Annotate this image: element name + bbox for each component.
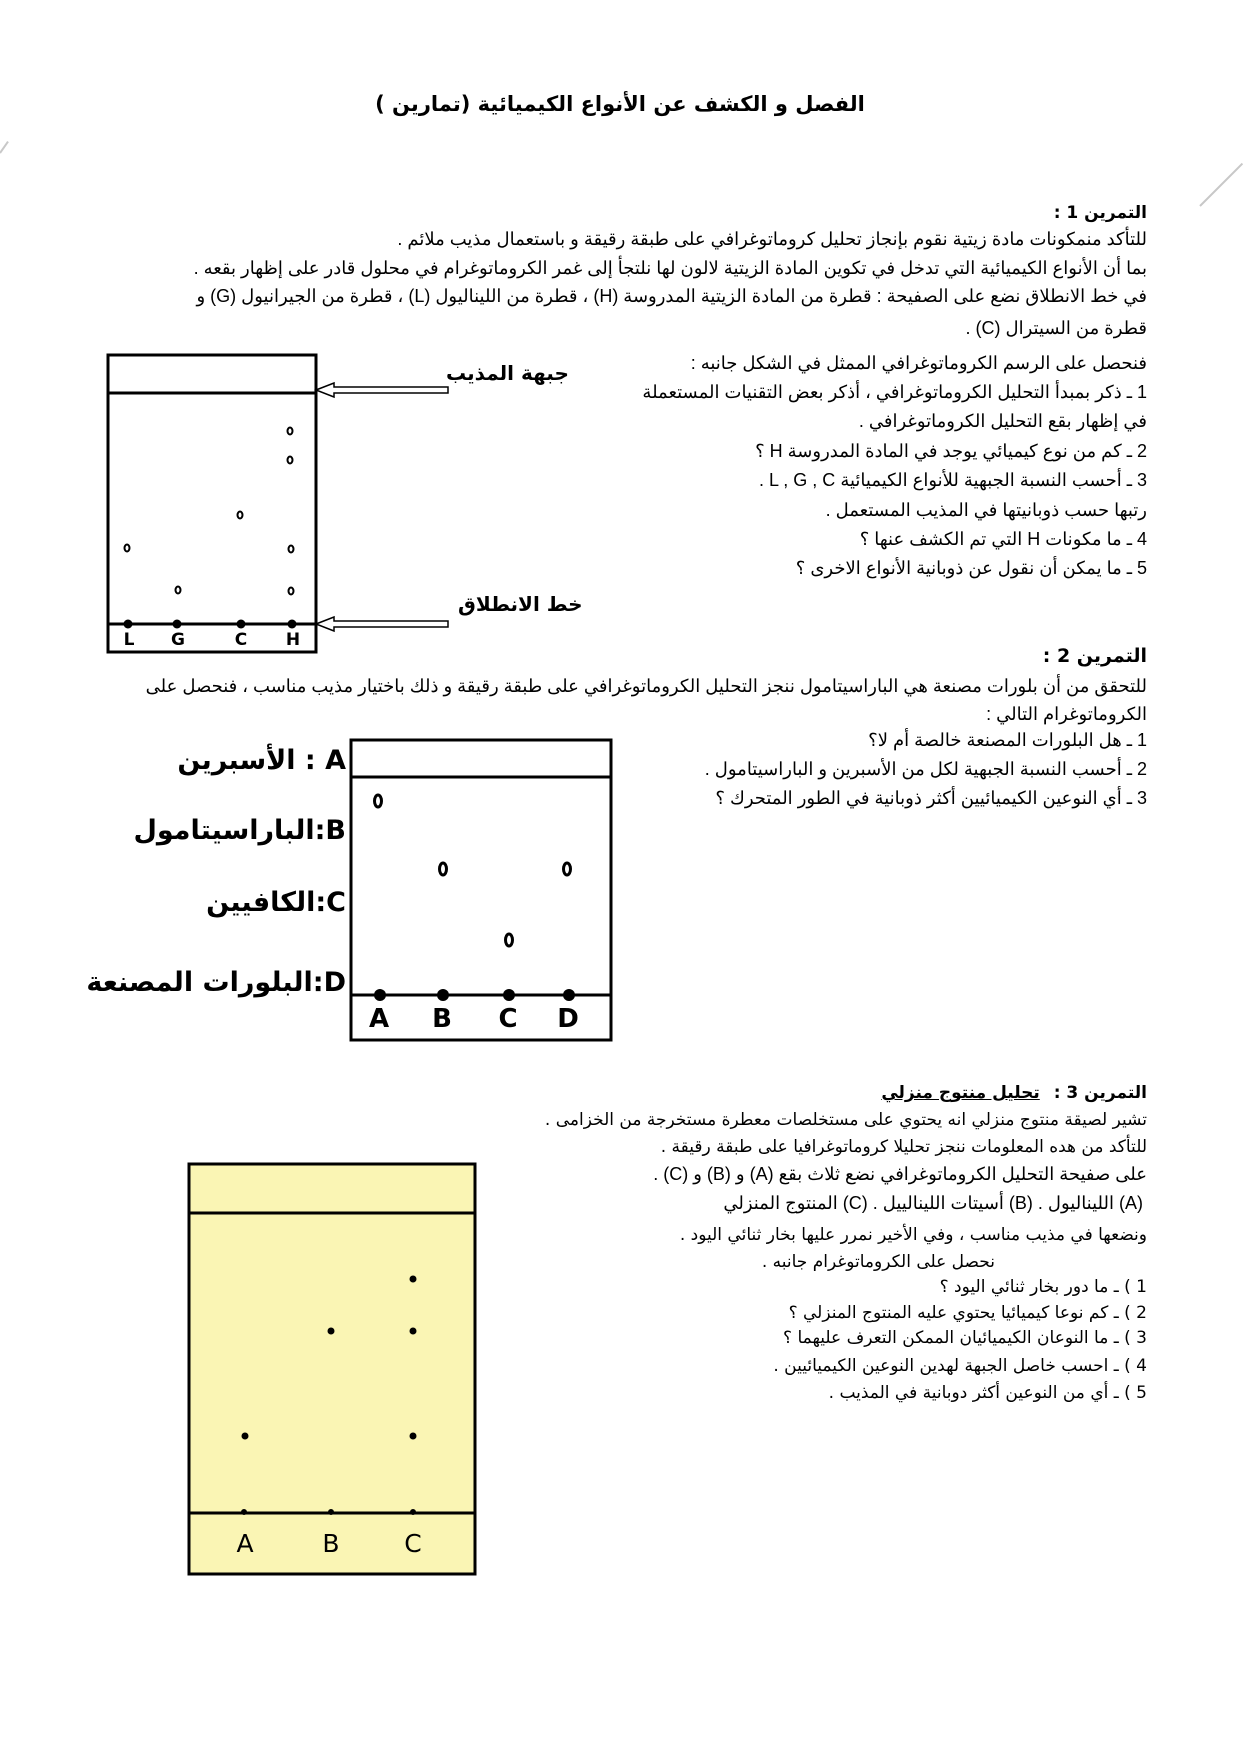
spot-G bbox=[176, 587, 181, 594]
lane-label: D bbox=[557, 1004, 579, 1034]
ex1-line: قطرة من السيترال (C) . bbox=[965, 318, 1147, 338]
ex1-question: في إظهار بقع التحليل الكروماتوغرافي . bbox=[858, 411, 1147, 431]
start-dot bbox=[241, 1509, 247, 1515]
spot-C bbox=[506, 934, 513, 946]
lane-label: H bbox=[285, 630, 301, 650]
ex1-line: للتأكد منمكونات مادة زيتية نقوم بإنجاز تحليل كروماتوغرافي على طبقة رقيقة و باستعمال مذيب ملائم . bbox=[397, 229, 1147, 249]
spot-C bbox=[410, 1328, 417, 1335]
lane-label: C bbox=[404, 1529, 422, 1558]
solvent-front-arrow bbox=[316, 383, 448, 397]
legend-item: D:البلورات المصنعة bbox=[86, 967, 346, 998]
ex2-question: 2 ـ أحسب النسبة الجبهية لكل من الأسبرين و الباراسيتامول . bbox=[704, 759, 1147, 779]
ex1-line: فنحصل على الرسم الكروماتوغرافي الممثل في الشكل جانبه : bbox=[690, 353, 1147, 373]
ex1-question: 5 ـ ما يمكن أن نقول عن ذوبانية الأنواع الاخرى ؟ bbox=[795, 558, 1147, 578]
ex3-question: 1 ) ـ ما دور بخار ثنائي اليود ؟ bbox=[939, 1277, 1147, 1297]
ex1-question: 2 ـ كم من نوع كيميائي يوجد في المادة المدروسة H ؟ bbox=[755, 441, 1147, 461]
lane-label: B bbox=[322, 1529, 340, 1558]
start-dot bbox=[563, 989, 575, 1001]
start-dot bbox=[410, 1509, 416, 1515]
start-dot bbox=[503, 989, 515, 1001]
ex2-heading: التمرين 2 : bbox=[1042, 645, 1147, 667]
legend-item: B:الباراسيتامول bbox=[133, 815, 346, 846]
ex2-chromatogram bbox=[345, 735, 620, 1050]
spot-H bbox=[289, 546, 294, 553]
start-dot bbox=[124, 620, 133, 629]
start-dot bbox=[374, 989, 386, 1001]
lane-label: L bbox=[123, 630, 135, 650]
ex3-line: للتأكد من هده المعلومات ننجز تحليلا كروماتوغرافيا على طبقة رقيقة . bbox=[660, 1137, 1147, 1157]
ex1-heading: التمرين 1 : bbox=[1053, 203, 1147, 223]
spot-C bbox=[410, 1276, 417, 1283]
spot-H bbox=[289, 588, 294, 595]
ex1-line: في خط الانطلاق نضع على الصفيحة : قطرة من المادة الزيتية المدروسة (H) ، قطرة من الليناليول (L) ، قطرة من الجيرانيول (G) و bbox=[196, 286, 1147, 306]
spot-A bbox=[242, 1433, 249, 1440]
spot-L bbox=[125, 545, 130, 552]
ex3-line: ونضعها في مذيب مناسب ، وفي الأخير نمرر عليها بخار ثنائي اليود . bbox=[679, 1225, 1147, 1245]
ex3-chromatogram bbox=[185, 1160, 480, 1580]
spot-A bbox=[375, 795, 382, 807]
spot-H bbox=[288, 457, 293, 464]
ex3-question: 2 ) ـ كم نوعا كيميائيا يحتوي عليه المنتوج المنزلي ؟ bbox=[788, 1303, 1147, 1323]
ex2-question: 1 ـ هل البلورات المصنعة خالصة أم لا؟ bbox=[868, 730, 1147, 750]
start-dot bbox=[237, 620, 246, 629]
spot-D bbox=[564, 863, 571, 875]
ex1-question: 4 ـ ما مكونات H التي تم الكشف عنها ؟ bbox=[859, 529, 1147, 549]
lane-label: G bbox=[171, 630, 185, 650]
ex1-question: رتبها حسب ذوبانيتها في المذيب المستعمل . bbox=[825, 500, 1147, 520]
ex1-chromatogram bbox=[100, 350, 583, 660]
spot-C bbox=[410, 1433, 417, 1440]
ex1-line: بما أن الأنواع الكيميائية التي تدخل في تكوين المادة الزيتية لالون لها نلتجأ إلى غمر الكروماتوغرام في محلول قادر على إظهار بقعه . bbox=[193, 258, 1147, 278]
start-dot bbox=[288, 620, 297, 629]
lane-label: A bbox=[236, 1529, 254, 1558]
ex3-question: 5 ) ـ أي من النوعين أكثر دوبانية في المذيب . bbox=[828, 1383, 1147, 1403]
page-fold-mark bbox=[0, 141, 9, 154]
ex1-question: 1 ـ ذكر بمبدأ التحليل الكروماتوغرافي ، أذكر بعض التقنيات المستعملة bbox=[642, 382, 1147, 402]
start-line-label: خط الانطلاق bbox=[458, 592, 583, 616]
ex3-question: 4 ) ـ احسب خاصل الجبهة لهدين النوعين الكيميائيين . bbox=[773, 1356, 1147, 1376]
lane-label: C bbox=[234, 630, 248, 650]
ex1-question: 3 ـ أحسب النسبة الجبهية للأنواع الكيميائية L , G , C . bbox=[758, 470, 1147, 490]
page-title: الفصل و الكشف عن الأنواع الكيميائية (تمارين ) bbox=[375, 92, 865, 116]
ex3-heading-title: تحليل منتوج منزلي bbox=[881, 1083, 1040, 1103]
lane-label: B bbox=[432, 1004, 452, 1034]
spot-B bbox=[440, 863, 447, 875]
ex3-heading-label: التمرين 3 : bbox=[1053, 1083, 1147, 1103]
ex2-intro: للتحقق من أن بلورات مصنعة هي الباراسيتامول ننجز التحليل الكروماتوغرافي على طبقة رقيقة و ذلك باختيار مذيب مناسب ، فنحصل على الكروماتوغرام التالي : bbox=[145, 676, 1147, 724]
spot-H bbox=[288, 428, 293, 435]
legend-item: C:الكافيين bbox=[206, 887, 346, 918]
page-fold-mark bbox=[1199, 163, 1243, 207]
ex3-line: نحصل على الكروماتوغرام جانبه . bbox=[761, 1252, 995, 1272]
ex3-line: على صفيحة التحليل الكروماتوغرافي نضع ثلاث بقع (A) و (B) و (C) . bbox=[653, 1164, 1147, 1184]
start-dot bbox=[328, 1509, 334, 1515]
ex3-line: (A) الليناليول . (B) أسيتات اللينالييل . (C) المنتوج المنزلي bbox=[723, 1193, 1143, 1213]
lane-label: C bbox=[498, 1004, 518, 1034]
start-line-arrow bbox=[316, 617, 448, 631]
start-dot bbox=[173, 620, 182, 629]
ex3-question: 3 ) ـ ما النوعان الكيميائيان الممكن التعرف عليهما ؟ bbox=[783, 1328, 1147, 1348]
start-dot bbox=[437, 989, 449, 1001]
solvent-front-label: جبهة المذيب bbox=[446, 361, 569, 385]
legend-item: A : الأسبرين bbox=[177, 745, 346, 776]
spot-B bbox=[328, 1328, 335, 1335]
lane-label: A bbox=[368, 1004, 390, 1034]
ex2-question: 3 ـ أي النوعين الكيميائيين أكثر ذوبانية في الطور المتحرك ؟ bbox=[715, 788, 1147, 808]
ex3-heading bbox=[881, 1083, 1147, 1103]
spot-C bbox=[238, 512, 243, 519]
ex3-line: تشير لصيقة منتوج منزلي انه يحتوي على مستخلصات معطرة مستخرجة من الخزامى . bbox=[544, 1110, 1147, 1130]
